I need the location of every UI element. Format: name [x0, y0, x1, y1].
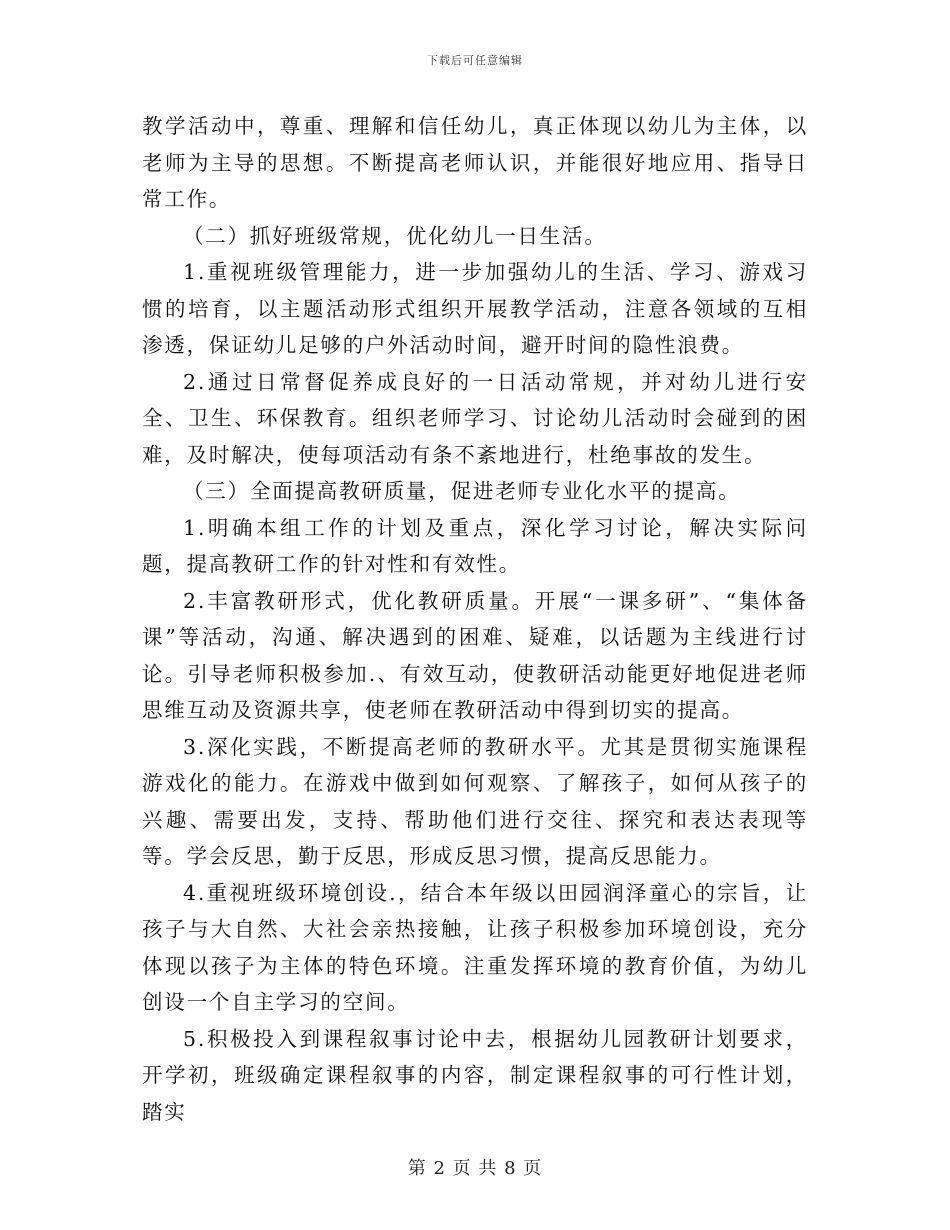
paragraph-item: 3.深化实践，不断提高老师的教研水平。尤其是贯彻实施课程游戏化的能力。在游戏中做到如何观察、了解孩子，如何从孩子的兴趣、需要出发，支持、帮助他们进行交往、探究和表达表现等等。学会反思，勤于反思，形成反思习惯，提高反思能力。 — [142, 734, 808, 868]
paragraph-continuation: 教学活动中，尊重、理解和信任幼儿，真正体现以幼儿为主体，以老师为主导的思想。不断提高老师认识，并能很好地应用、指导日常工作。 — [142, 114, 808, 211]
paragraph-item: 5.积极投入到课程叙事讨论中去，根据幼儿园教研计划要求，开学初，班级确定课程叙事的内容，制定课程叙事的可行性计划，踏实 — [142, 1026, 808, 1124]
document-body — [142, 108, 808, 1130]
page-header: 下载后可任意编辑 — [427, 54, 523, 67]
section-heading-2: （二）抓好班级常规，优化幼儿一日生活。 — [183, 223, 607, 248]
section-heading-3: （三）全面提高教研质量，促进老师专业化水平的提高。 — [183, 479, 741, 503]
paragraph-item: 1.明确本组工作的计划及重点，深化学习讨论，解决实际问题，提高教研工作的针对性和有效性。 — [142, 515, 808, 576]
paragraph-item: 2.丰富教研形式，优化教研质量。开展“一课多研”、“集体备课”等活动，沟通、解决遇到的困难、疑难，以话题为主线进行讨论。引导老师积极参加.、有效互动，使教研活动能更好地促进老师思维互动及资源共享，使老师在教研活动中得到切实的提高。 — [142, 588, 808, 722]
paragraph-item: 2.通过日常督促养成良好的一日活动常规，并对幼儿进行安全、卫生、环保教育。组织老师学习、讨论幼儿活动时会碰到的困难，及时解决，使每项活动有条不紊地进行，杜绝事故的发生。 — [142, 369, 808, 467]
paragraph-item: 1.重视班级管理能力，进一步加强幼儿的生活、学习、游戏习惯的培育，以主题活动形式组织开展教学活动，注意各领域的互相渗透，保证幼儿足够的户外活动时间，避开时间的隐性浪费。 — [142, 260, 808, 357]
paragraph-item: 4.重视班级环境创设.，结合本年级以田园润泽童心的宗旨，让孩子与大自然、大社会亲热接触，让孩子积极参加环境创设，充分体现以孩子为主体的特色环境。注重发挥环境的教育价值，为幼儿创设一个自主学习的空间。 — [142, 880, 808, 1014]
page-footer: 第 2 页 共 8 页 — [407, 1158, 543, 1179]
